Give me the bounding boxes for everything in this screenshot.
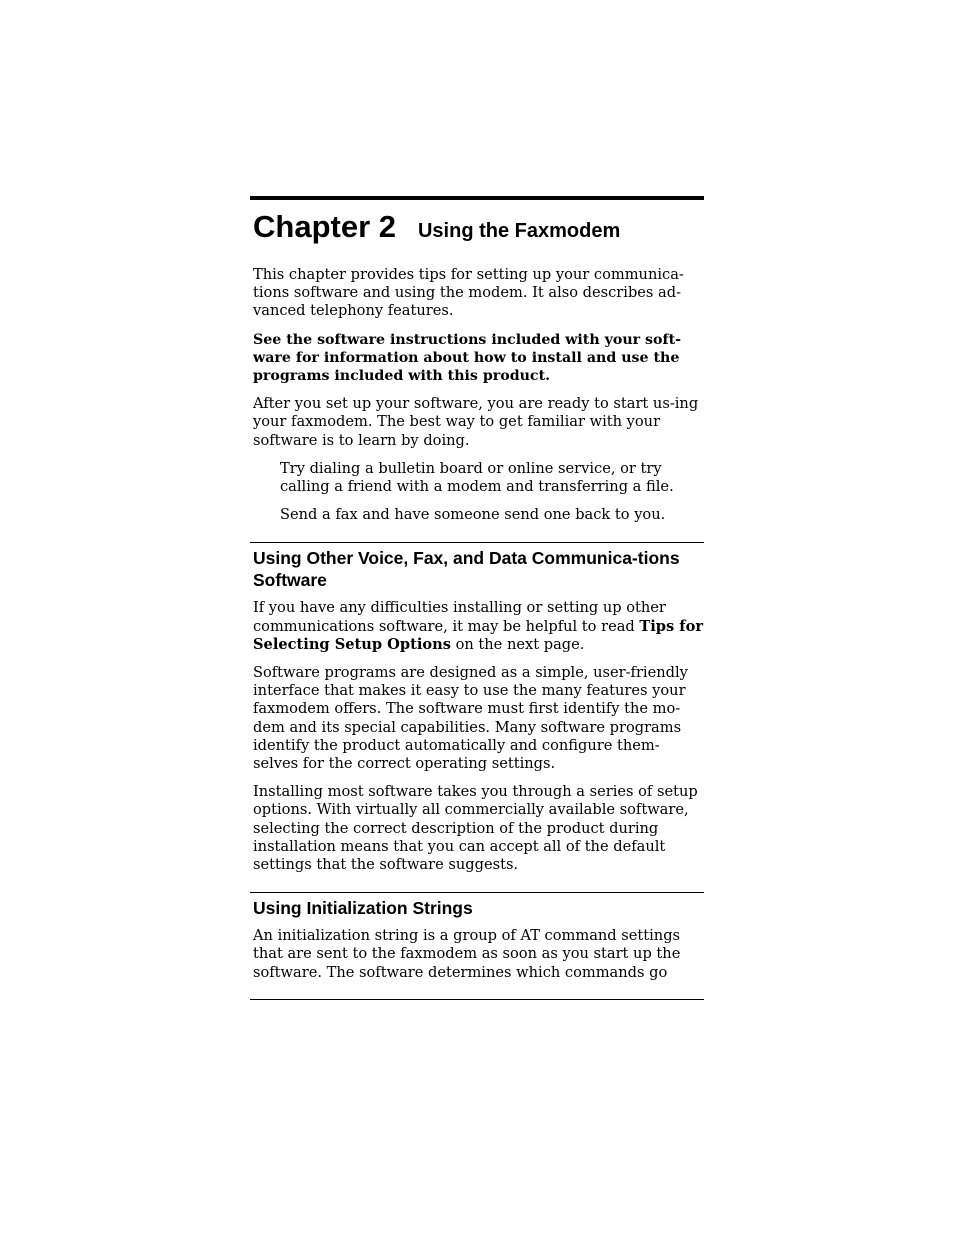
tip-dialing: Try dialing a bulletin board or online service, or try calling a friend with a modem and transferring a file. <box>280 459 674 496</box>
tips-reference: Tips for Selecting Setup Options <box>253 617 704 653</box>
section-divider <box>250 542 704 543</box>
section-heading-init-strings: Using Initialization Strings <box>253 898 473 919</box>
software-programs-paragraph: Software programs are designed as a simple, user-friendly interface that makes it easy to use the many features your faxmodem offers. The software must first identify the mo-dem and its special capabilities. Many software programs identify the product automatically and configure them-selves for the correct operating settings. <box>253 664 688 773</box>
tip-fax: Send a fax and have someone send one back to you. <box>280 506 666 524</box>
chapter-title: Using the Faxmodem <box>417 220 621 242</box>
software-instructions-note: See the software instructions included with your soft-ware for information about how to install and use the programs included with this product. <box>253 331 682 385</box>
init-string-paragraph: An initialization string is a group of AT command settings that are sent to the faxmodem as soon as you start up the software. The software determines which commands go <box>253 927 681 981</box>
chapter-heading <box>250 209 704 245</box>
section-heading-other-software: Using Other Voice, Fax, and Data Communica-tions Software <box>253 548 680 591</box>
chapter-top-rule <box>250 196 704 200</box>
difficulties-text: If you have any difficulties installing or setting up other communications software, it may be helpful to read <box>253 599 666 635</box>
document-page <box>250 196 704 1000</box>
difficulties-paragraph <box>253 599 704 654</box>
page-bottom-rule <box>250 999 704 1000</box>
installing-software-paragraph: Installing most software takes you through a series of setup options. With virtually all commercially available software, selecting the correct description of the product during installation means that you can accept all of the default settings that the software suggests. <box>253 783 698 874</box>
section-divider <box>250 892 704 893</box>
getting-started-paragraph: After you set up your software, you are ready to start us-ing your faxmodem. The best way to get familiar with your software is to learn by doing. <box>253 395 699 449</box>
difficulties-text-end: on the next page. <box>450 635 585 653</box>
intro-paragraph: This chapter provides tips for setting up your communica-tions software and using the modem. It also describes ad-vanced telephony features. <box>253 266 684 320</box>
chapter-number: Chapter 2 <box>253 209 396 244</box>
